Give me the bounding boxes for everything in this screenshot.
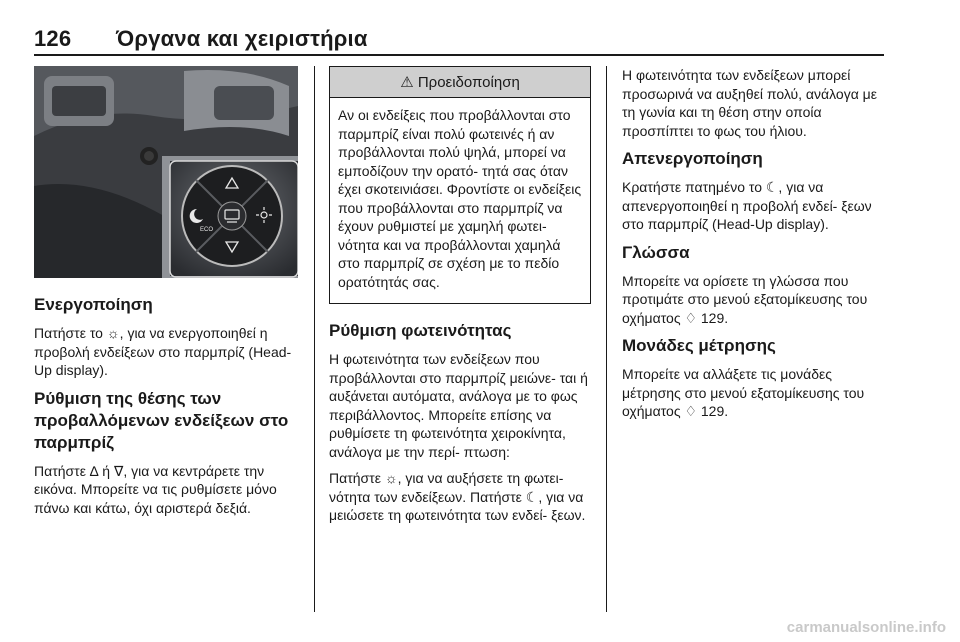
position-heading: Ρύθμιση της θέσης των προβαλλόμενων ενδείξεων στο παρμπρίζ (34, 388, 289, 452)
language-heading: Γλώσσα (622, 242, 690, 262)
units-heading: Μονάδες μέτρησης (622, 336, 776, 355)
position-text: Πατήστε ∆ ή ∇, για να κεντράρετε την εικόνα. Μπορείτε να τις ρυθμίσετε μόνο πάνω και κάτω, όχι αριστερά δεξιά. (34, 462, 277, 516)
page-header (34, 26, 368, 52)
warning-header (330, 67, 590, 98)
language-text: Μπορείτε να ορίσετε τη γλώσσα που προτιμάτε στο μενού εξατομίκευσης του οχήματος ♢ 129. (622, 272, 868, 326)
warning-box (329, 66, 591, 304)
right-column (622, 66, 884, 429)
brightness-text-1: Η φωτεινότητα των ενδείξεων που προβάλλονται στο παρμπρίζ μειώνε- ται ή αυξάνεται αυτόματα, ανάλογα με το φως περιβάλλοντος. Μπορείτε επίσης να ρυθμίσετε τη φωτεινότητα χειροκίνητα, ανάλογα με την περί- πτωση: (329, 351, 588, 460)
sun-intensity-text: Η φωτεινότητα των ενδείξεων μπορεί προσωρινά να αυξηθεί πολύ, ανάλογα με τη γωνία και τη θέση στην οποία προσπίπτει το φως του ήλιου. (622, 67, 877, 139)
warning-text: Αν οι ενδείξεις που προβάλλονται στο παρμπρίζ είναι πολύ φωτεινές ή αν προβάλλονται πολύ ψηλά, μπορεί να εμποδίζουν την ορατό- τητά σας όταν έχει σκοτεινιάσει. Φροντίστε οι ενδείξεις που προβάλλονται στο παρμπρίζ να έχουν ρυθμιστεί με χαμηλή φωτει- νότητα και να προβάλλονται χαμηλά στο παρμπρίζ σε σχέση με το πεδίο ορατότητάς σας. (338, 107, 582, 290)
page-number: 126 (34, 26, 72, 51)
hud-controls-photo (34, 66, 298, 278)
warning-triangle-icon: ⚠ (400, 74, 414, 91)
watermark: carmanualsonline.info (786, 619, 946, 636)
brightness-text-2: Πατήστε ☼, για να αυξήσετε τη φωτει- νότητα των ενδείξεων. Πατήστε ☾, για να μειώσετε τη φωτεινότητα των ενδεί- ξεων. (329, 470, 586, 523)
hud-controls-illustration (34, 66, 298, 278)
eco-label: ECO (200, 227, 214, 233)
column-divider (606, 66, 607, 612)
middle-column (329, 66, 591, 533)
warning-body (330, 98, 590, 303)
deactivation-text: Κρατήστε πατημένο το ☾, για να απενεργοποιηθεί η προβολή ενδεί- ξεων στο παρμπρίζ (Head-Up display). (622, 179, 872, 232)
units-text: Μπορείτε να αλλάξετε τις μονάδες μέτρησης στο μενού εξατομίκευσης του οχήματος ♢ 129. (622, 366, 865, 419)
page-title: Όργανα και χειριστήρια (116, 26, 368, 51)
deactivation-heading: Απενεργοποίηση (622, 149, 763, 168)
header-rule (34, 54, 884, 56)
column-divider (314, 66, 315, 612)
activation-text: Πατήστε το ☼, για να ενεργοποιηθεί η προβολή ενδείξεων στο παρμπρίζ (Head-Up display). (34, 325, 292, 378)
left-column (34, 66, 298, 525)
brightness-heading: Ρύθμιση φωτεινότητας (329, 321, 512, 340)
activation-heading: Ενεργοποίηση (34, 295, 153, 314)
warning-title: Προειδοποίηση (417, 74, 520, 91)
